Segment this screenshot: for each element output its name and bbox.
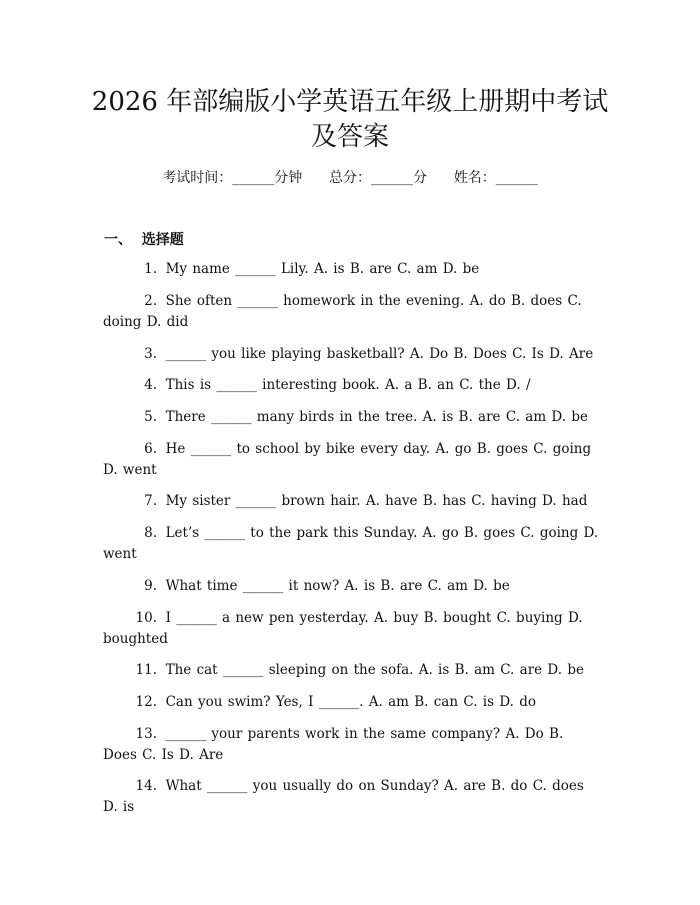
question-item xyxy=(103,259,599,280)
question-item xyxy=(103,523,599,565)
exam-title-line2: 及答案 xyxy=(310,122,389,152)
question-number: 14. xyxy=(135,778,157,794)
question-number: 4. xyxy=(144,377,157,393)
question-item xyxy=(103,724,599,766)
question-number: 8. xyxy=(144,525,157,541)
question-text: My name ______ Lily. A. is B. are C. am D. be xyxy=(165,261,480,277)
question-number: 11. xyxy=(135,662,157,678)
question-number: 6. xyxy=(144,441,157,457)
question-number: 9. xyxy=(144,578,157,594)
question-item xyxy=(103,439,599,481)
question-item xyxy=(103,608,599,650)
exam-title-line1: 2026 年部编版小学英语五年级上册期中考试 xyxy=(91,87,609,117)
question-text: My sister ______ brown hair. A. have B. has C. having D. had xyxy=(165,493,588,509)
question-number: 3. xyxy=(144,346,157,362)
question-text: I ______ a new pen yesterday. A. buy B. bought C. buying D. boughted xyxy=(103,610,583,647)
exam-meta-info: 考试时间：______分钟 总分：______分 姓名：______ xyxy=(162,170,538,186)
question-text: This is ______ interesting book. A. a B. an C. the D. / xyxy=(165,377,531,393)
question-item xyxy=(103,344,599,365)
question-number: 7. xyxy=(144,493,157,509)
question-item xyxy=(103,291,599,333)
question-item xyxy=(103,576,599,597)
section-heading: 一、 选择题 xyxy=(104,232,184,248)
question-text: What time ______ it now? A. is B. are C. am D. be xyxy=(165,578,510,594)
question-item xyxy=(103,776,599,818)
question-number: 5. xyxy=(144,409,157,425)
question-item xyxy=(103,407,599,428)
question-item xyxy=(103,491,599,512)
question-text: ______ your parents work in the same company? A. Do B. Does C. Is D. Are xyxy=(103,726,564,763)
question-text: There ______ many birds in the tree. A. is B. are C. am D. be xyxy=(165,409,588,425)
question-number: 1. xyxy=(144,261,157,277)
question-text: ______ you like playing basketball? A. Do B. Does C. Is D. Are xyxy=(165,346,594,362)
question-item xyxy=(103,375,599,396)
question-item xyxy=(103,692,599,713)
question-text: What ______ you usually do on Sunday? A. are B. do C. does D. is xyxy=(103,778,584,815)
question-item xyxy=(103,660,599,681)
question-number: 10. xyxy=(135,610,157,626)
question-text: She often ______ homework in the evening. A. do B. does C. doing D. did xyxy=(103,293,582,330)
question-number: 12. xyxy=(135,694,157,710)
question-number: 2. xyxy=(144,293,157,309)
question-text: Can you swim? Yes, I ______. A. am B. can C. is D. do xyxy=(165,694,537,710)
question-text: Let’s ______ to the park this Sunday. A. go B. goes C. going D. went xyxy=(103,525,599,562)
question-number: 13. xyxy=(135,726,157,742)
question-text: He ______ to school by bike every day. A. go B. goes C. going D. went xyxy=(103,441,592,478)
question-text: The cat ______ sleeping on the sofa. A. is B. am C. are D. be xyxy=(165,662,584,678)
